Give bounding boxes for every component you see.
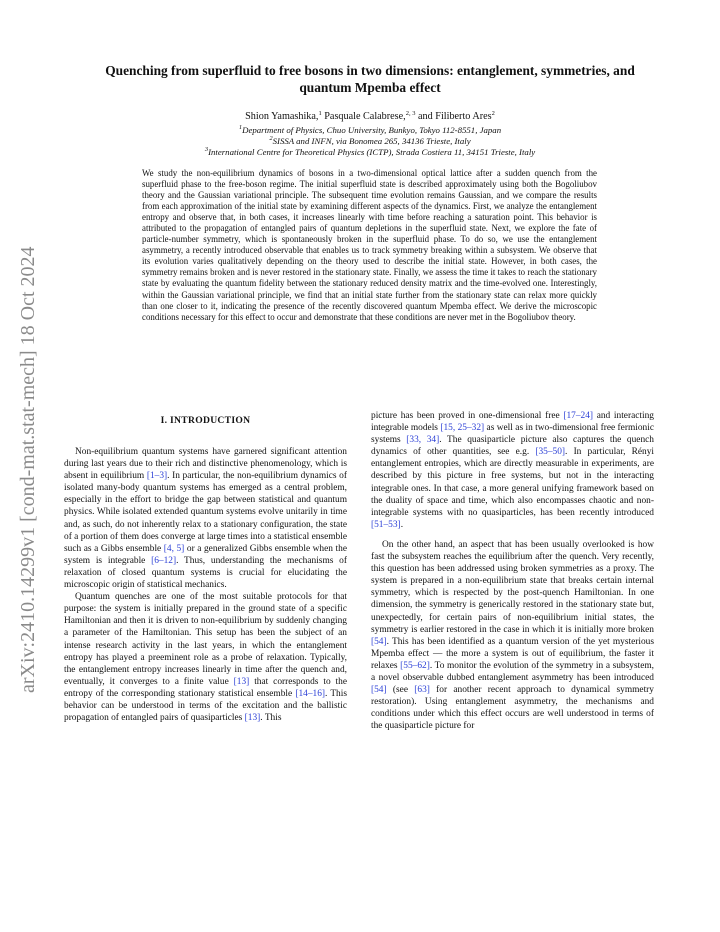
paragraph-text: Quantum quenches are one of the most suitable protocols for that purpose: the system is initially prepared in the ground state of a specific Hamiltonian and then it is driven to non-equilibrium by suddenly changing a parameter of the Hamiltonian. This setup has been the subject of an intense research activity in the last years, in which the entanglement entropy has played a preeminent role as a probe of relaxation. Typically, the entanglement entropy increases linearly in time after the quench and, eventually, it converges to a finite value <box>64 592 347 687</box>
citation-link[interactable]: [6–12] <box>151 555 177 566</box>
left-column <box>64 446 347 724</box>
affiliation-line <box>90 147 650 158</box>
paragraph-text: . The quasiparticle picture also captures the quench dynamics of other quantities, see e.g. <box>371 435 654 458</box>
citation-link[interactable]: [63] <box>414 685 430 696</box>
citation-link[interactable]: [13] <box>244 713 261 724</box>
citation-link[interactable]: [14–16] <box>295 688 326 699</box>
author-name: and Filiberto Ares <box>418 111 492 122</box>
right-column <box>371 410 654 732</box>
citation-link[interactable]: [51–53] <box>371 519 401 530</box>
paper-title: Quenching from superfluid to free bosons in two dimensions: entanglement, symmetries, and quantum Mpemba effect <box>105 63 635 95</box>
abstract: We study the non-equilibrium dynamics of bosons in a two-dimensional optical lattice after a sudden quench from the superfluid phase to the free-boson regime. The initial superfluid state is described approximately using both the Bogoliubov theory and the Gaussian variational principle. The subsequent time evolution remains Gaussian, and we compare the results from each approximation of the initial state by examining different aspects of the dynamics. First, we analyze the entanglement entropy and observe that, in both cases, it increases linearly with time before reaching a saturation point. This behavior is attributed to the propagation of entangled pairs of quantum depletions in the superfluid state. Next, we explore the fate of particle-number symmetry, which is spontaneously broken in the superfluid phase. To do so, we use the entanglement asymmetry, a recently introduced observable that enables us to track symmetry breaking within a subsystem. We observe that its evolution varies qualitatively depending on the theory used to describe the initial state. However, in both cases, the symmetry remains broken and is never restored in the stationary state. Finally, we assess the time it takes to reach the stationary state by evaluating the quantum fidelity between the stationary reduced density matrix and the time-evolved one. Interestingly, within the Gaussian variational principle, we find that an initial state further from the stationary state can relax more quickly than one closer to it, indicating the presence of the recently discovered quantum Mpemba effect. We derive the microscopic conditions necessary for this effect to occur and demonstrate that these conditions are never met in the Bogoliubov theory. <box>142 168 597 322</box>
affiliation-mark: 1 <box>238 124 243 131</box>
paragraph-text: (see <box>386 685 415 696</box>
paragraph-text: and interacting integrable models <box>371 411 654 434</box>
affiliation-text: International Centre for Theoretical Physics (ICTP), Strada Costiera 11, 34151 Trieste, Italy <box>208 147 536 157</box>
arxiv-identifier <box>8 195 42 695</box>
author-affiliation-mark: 2 <box>491 110 495 117</box>
paragraph <box>64 591 347 724</box>
author-affiliation-mark: 1 <box>318 110 322 117</box>
paragraph-text: . This <box>260 713 282 724</box>
citation-link[interactable]: [13] <box>233 676 250 687</box>
paragraph-text: . This behavior can be understood in terms of the excitation and the ballistic propagation of entangled pairs of quasiparticles <box>64 688 348 724</box>
paragraph-text: . This has been identified as a quantum version of the yet mysterious Mpemba effect — the more a system is out of equilibrium, the faster it relaxes <box>371 636 654 671</box>
affiliation-line <box>90 125 650 136</box>
paragraph <box>371 410 654 531</box>
section-heading: I. INTRODUCTION <box>160 415 251 426</box>
paragraph-text: . <box>400 519 404 530</box>
affiliation-text: Department of Physics, Chuo University, Bunkyo, Tokyo 112-8551, Japan <box>242 125 502 135</box>
paragraph-text: as well as in two-dimensional free fermionic systems <box>371 423 654 446</box>
citation-link[interactable]: [4, 5] <box>163 543 185 554</box>
paragraph-text: picture has been proved in one-dimensional free <box>371 411 564 421</box>
author-list <box>90 111 650 122</box>
citation-link[interactable]: [54] <box>371 685 387 696</box>
citation-link[interactable]: [15, 25–32] <box>440 423 485 434</box>
affiliation-mark: 2 <box>269 135 273 142</box>
citation-link[interactable]: [54] <box>371 636 387 647</box>
citation-link[interactable]: [35–50] <box>535 447 566 458</box>
citation-link[interactable]: [17–24] <box>563 411 594 421</box>
paragraph-text: for another recent approach to dynamical symmetry restoration). Using entanglement asymmetry, the mechanisms and conditions under which this effect occurs are well understood in terms of the quasiparticle picture for <box>371 685 654 732</box>
affiliation-text: SISSA and INFN, via Bonomea 265, 34136 Trieste, Italy <box>272 136 471 146</box>
paragraph-text: . To monitor the evolution of the symmetry in a subsystem, a novel observable dubbed entanglement asymmetry has been introduced <box>371 660 654 683</box>
paragraph-text: . In particular, the non-equilibrium dynamics of isolated many-body quantum systems has emerged as a central problem, especially in the effort to bridge the gap between statistical and quantum physics. While isolated extended quantum systems evolve unitarily in time and, as such, do not inherently relax to a stationary configuration, the state of a portion of them does converge at large times into a statistical ensemble such as a Gibbs ensemble <box>64 471 347 554</box>
paragraph-text: . Thus, understanding the mechanisms of relaxation of closed quantum systems is crucial for elucidating the microscopic origin of statistical mechanics. <box>64 555 347 591</box>
affiliation-mark: 3 <box>204 146 209 153</box>
paragraph <box>371 539 654 733</box>
citation-link[interactable]: [33, 34] <box>406 435 440 446</box>
paragraph-text: Non-equilibrium quantum systems have garnered significant attention during last years due to their rich and distinctive phenomenology, which is absent in equilibrium <box>64 447 347 482</box>
citation-link[interactable]: [55–62] <box>400 660 430 671</box>
author-name: Shion Yamashika, <box>245 111 319 122</box>
affiliation-list <box>90 125 650 158</box>
paragraph-text: On the other hand, an aspect that has been usually overlooked is how fast the subsystem reaches the equilibrium after the quench. Very recently, this question has been addressed using broken symmetries as a proxy. The system is prepared in a non-equilibrium state that breaks certain internal symmetry, which is respected by the post-quench Hamiltonian. In one dimension, the symmetry is generically restored in the stationary state but, unexpectedly, for certain pairs of non-equilibrium initial states, the symmetry is earlier restored in the case in which it is initially more broken <box>371 539 654 635</box>
affiliation-line <box>90 136 650 147</box>
paragraph-text: or a generalized Gibbs ensemble when the system is integrable <box>64 543 347 566</box>
author-affiliation-mark: 2, 3 <box>405 110 416 117</box>
paragraph-text: . In particular, Rényi entanglement entropies, which are directly measurable in experiments, are described by this picture in free systems, but not in the interacting integrable ones. In that case, a more general unifying framework based on the duality of space and time, which also encompasses chaotic and non-integrable systems with no quasiparticles, has been recently introduced <box>371 447 654 518</box>
citation-link[interactable]: [1–3] <box>146 471 168 482</box>
paragraph <box>64 446 347 591</box>
arxiv-identifier-text: arXiv:2410.14299v1 [cond-mat.stat-mech] 18 Oct 2024 <box>17 246 39 693</box>
paragraph-text: that corresponds to the entropy of the corresponding stationary statistical ensemble <box>64 676 347 699</box>
author-name: Pasquale Calabrese, <box>324 111 406 122</box>
